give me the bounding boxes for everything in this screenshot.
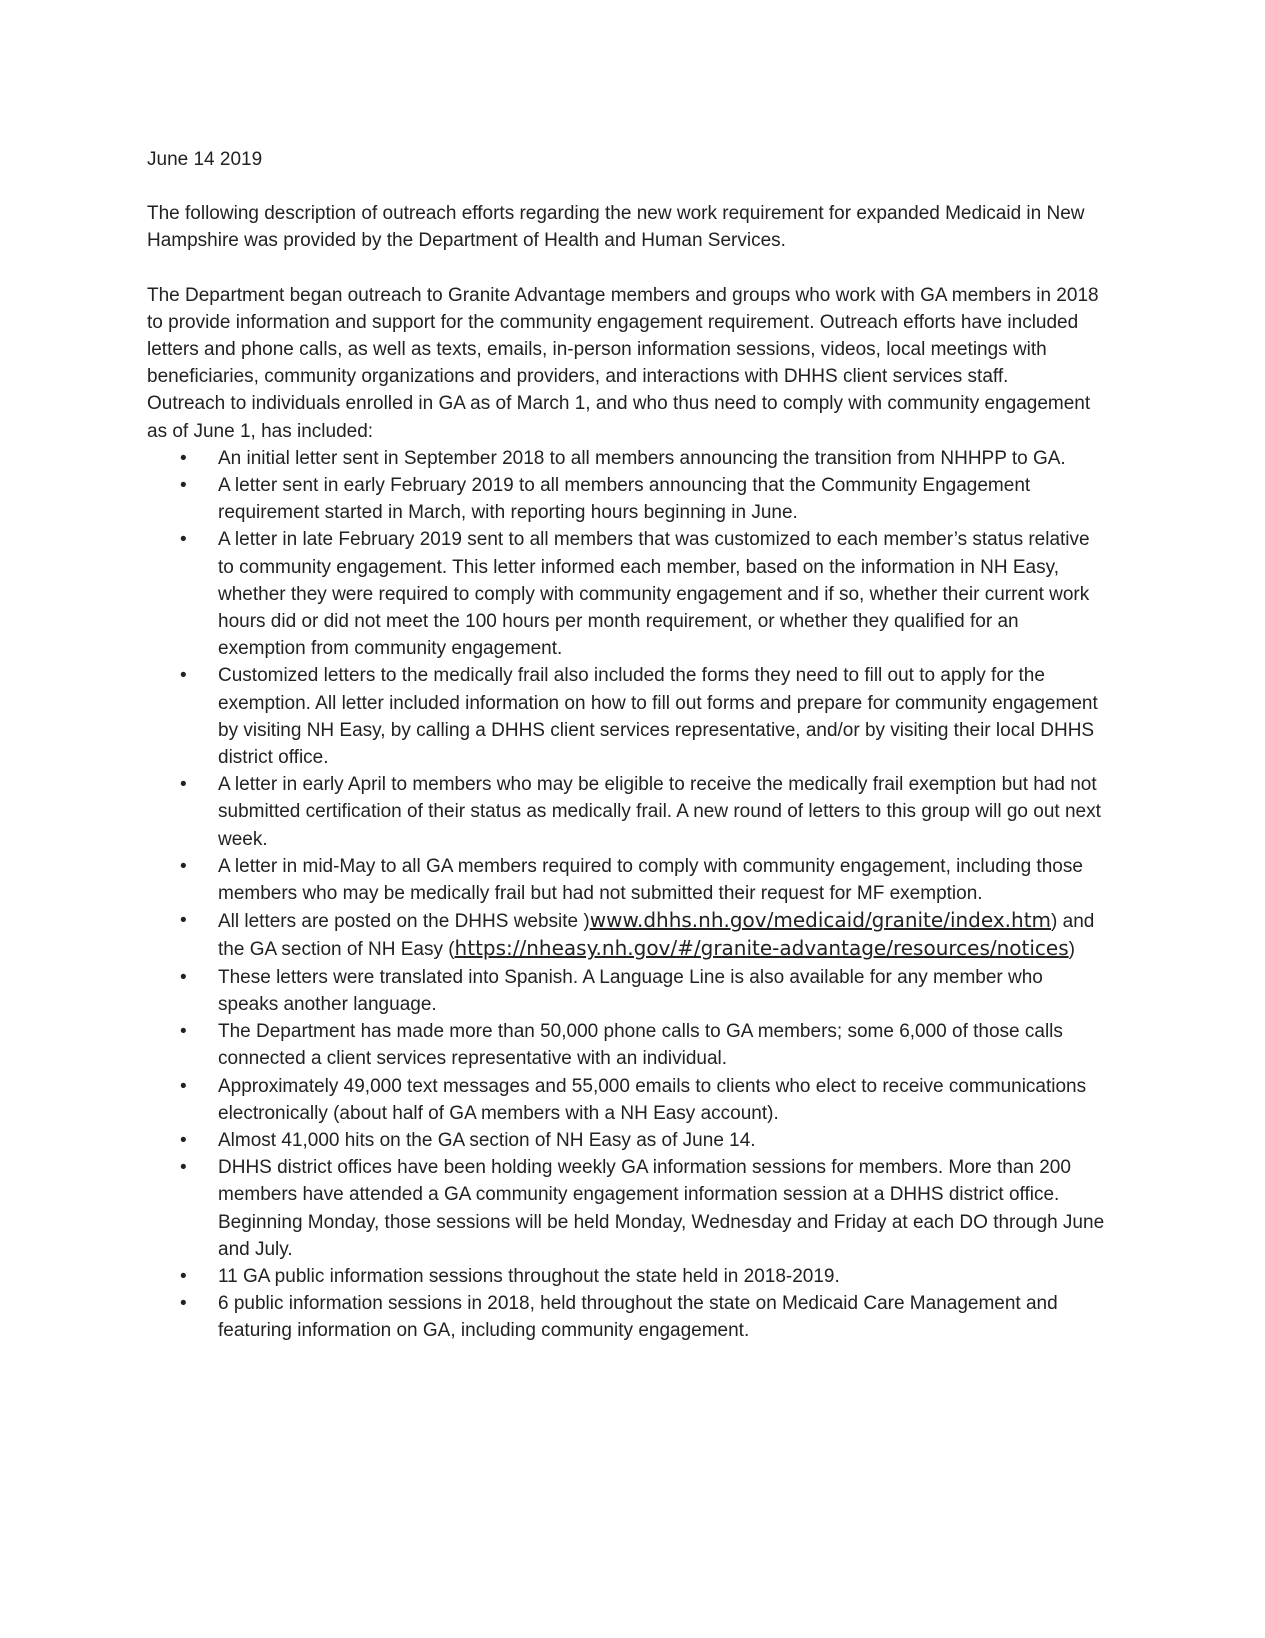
outreach-list-intro: Outreach to individuals enrolled in GA as of March 1, and who thus need to comply with community engagement as of June 1, has included:: [147, 393, 1091, 442]
list-item: • These letters were translated into Spanish. A Language Line is also available for any member who speaks another language.: [147, 964, 1107, 1018]
list-item: • DHHS district offices have been holding weekly GA information sessions for members. More than 200 members have attended a GA community engagement information session at a DHHS district office. Beginning Monday, those sessions will be held Monday, Wednesday and Friday at each DO through June and July.: [147, 1154, 1107, 1263]
outreach-list: [147, 445, 1107, 1345]
list-item: • A letter in late February 2019 sent to all members that was customized to each member’s status relative to community engagement. This letter informed each member, based on the information in NH Easy, whether they were required to comply with community engagement and if so, whether their current work hours did or did not meet the 100 hours per month requirement, or whether they qualified for an exemption from community engagement.: [147, 526, 1107, 662]
list-item: • Customized letters to the medically frail also included the forms they need to fill out to apply for the exemption. All letter included information on how to fill out forms and prepare for community engagement by visiting NH Easy, by calling a DHHS client services representative, and/or by visiting their local DHHS district office.: [147, 662, 1107, 771]
list-item-links: [147, 907, 1107, 963]
outreach-paragraph: The Department began outreach to Granite Advantage members and groups who work with GA members in 2018 to provide information and support for the community engagement requirement. Outreach efforts have included letters and phone calls, as well as texts, emails, in-person information sessions, videos, local meetings with beneficiaries, community organizations and providers, and interactions with DHHS client services staff.: [147, 284, 1099, 388]
document-page: [147, 146, 1107, 1345]
links-middle-text: and the GA section of NH Easy (: [218, 911, 1095, 961]
list-item: • A letter sent in early February 2019 to all members announcing that the Community Engagement requirement started in March, with reporting hours beginning in June.: [147, 472, 1107, 526]
spacer: [147, 173, 1107, 200]
links-close-paren: ): [1051, 911, 1058, 933]
intro-paragraph: The following description of outreach efforts regarding the new work requirement for expanded Medicaid in New Hampshire was provided by the Department of Health and Human Services.: [147, 203, 1085, 252]
links-prefix: All letters are posted on the DHHS website ): [218, 911, 590, 933]
nh-easy-notices-link[interactable]: https://nheasy.nh.gov/#/granite-advantage/resources/notices: [454, 936, 1069, 961]
list-item: • An initial letter sent in September 2018 to all members announcing the transition from NHHPP to GA.: [147, 445, 1107, 472]
document-date: June 14 2019: [147, 149, 263, 170]
list-item: • The Department has made more than 50,000 phone calls to GA members; some 6,000 of those calls connected a client services representative with an individual.: [147, 1018, 1107, 1072]
list-item: • 11 GA public information sessions throughout the state held in 2018-2019.: [147, 1263, 1107, 1290]
list-item: • 6 public information sessions in 2018, held throughout the state on Medicaid Care Management and featuring information on GA, including community engagement.: [147, 1290, 1107, 1344]
list-item: • A letter in early April to members who may be eligible to receive the medically frail exemption but had not submitted certification of their status as medically frail. A new round of letters to this group will go out next week.: [147, 771, 1107, 853]
links-suffix: ): [1068, 939, 1075, 961]
dhhs-website-link[interactable]: www.dhhs.nh.gov/medicaid/granite/index.htm: [589, 908, 1052, 933]
spacer: [147, 255, 1107, 282]
list-item: • Almost 41,000 hits on the GA section of NH Easy as of June 14.: [147, 1127, 1107, 1154]
list-item: • Approximately 49,000 text messages and 55,000 emails to clients who elect to receive communications electronically (about half of GA members with a NH Easy account).: [147, 1073, 1107, 1127]
list-item: • A letter in mid-May to all GA members required to comply with community engagement, including those members who may be medically frail but had not submitted their request for MF exemption.: [147, 853, 1107, 907]
